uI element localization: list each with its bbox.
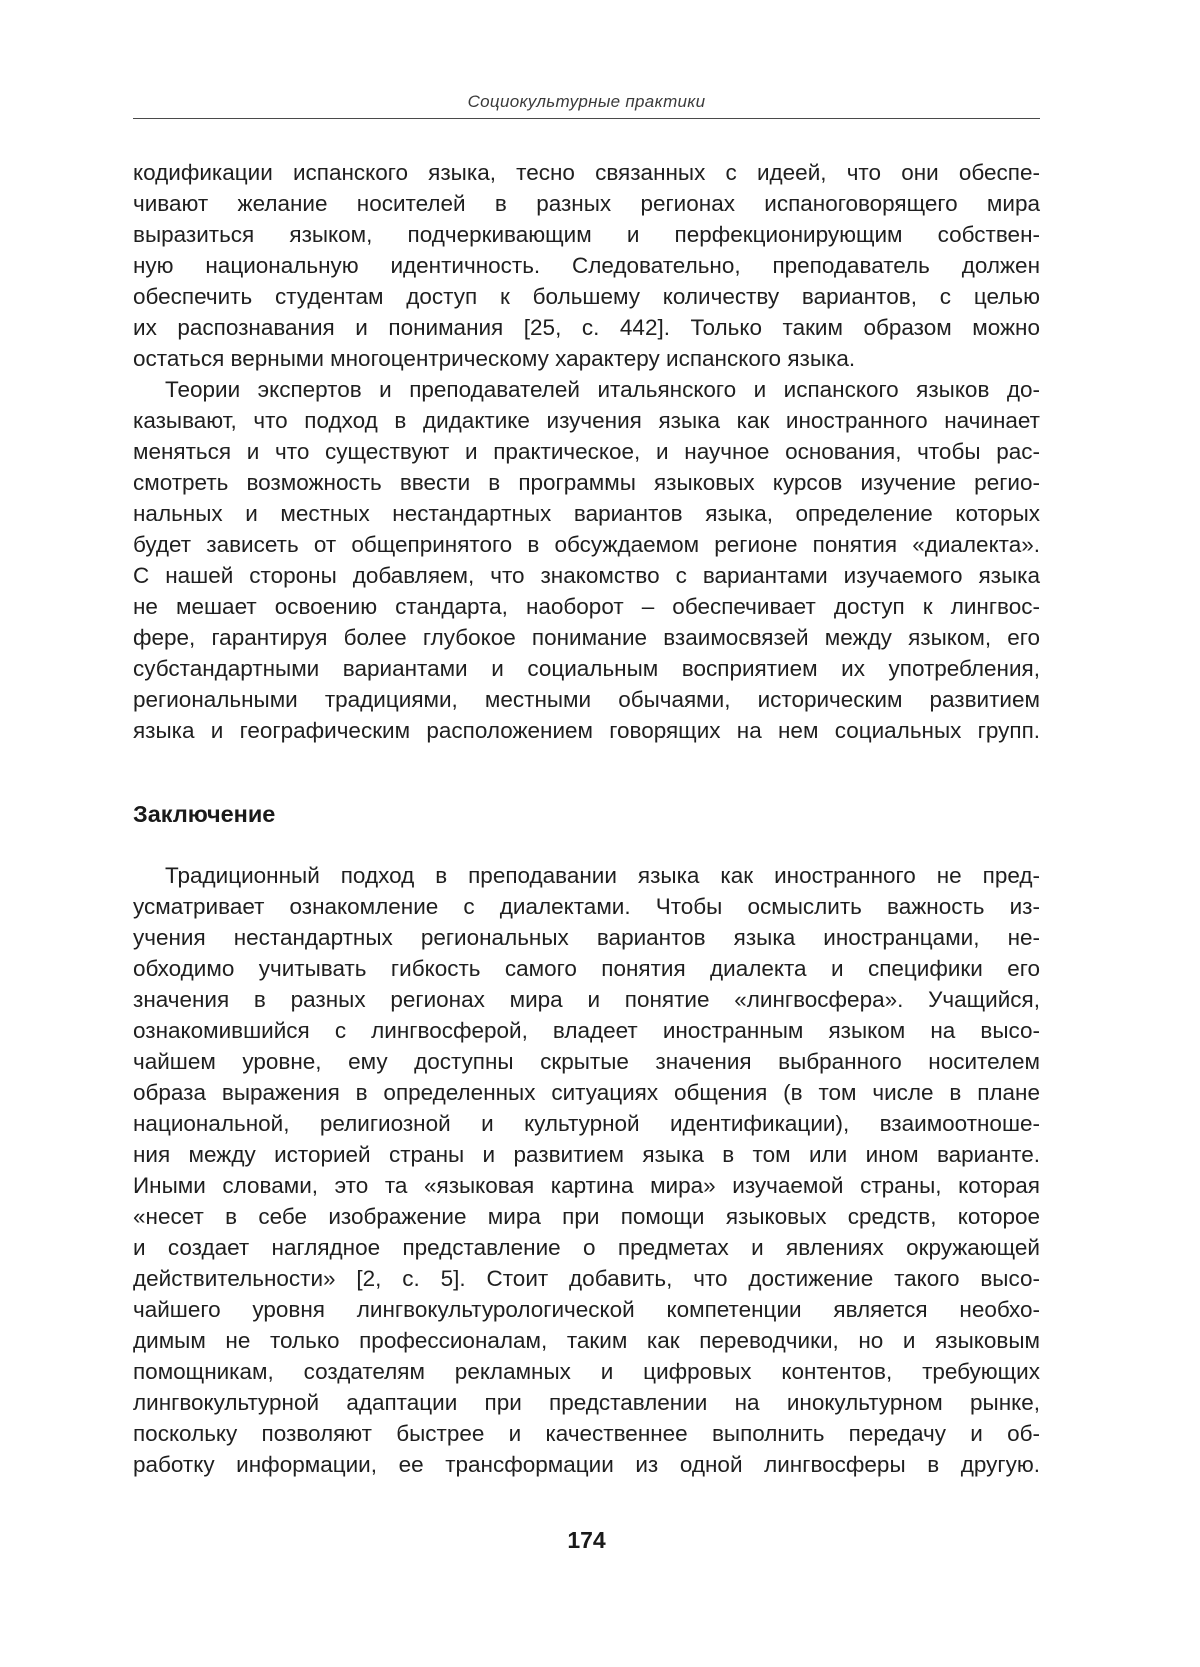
text-line: поскольку позволяют быстрее и качественнее выполнить передачу и об- — [133, 1421, 1040, 1446]
text-line: чивают желание носителей в разных регионах испаноговорящего мира — [133, 191, 1040, 216]
text-line: ознакомившийся с лингвосферой, владеет иностранным языком на высо- — [133, 1018, 1040, 1043]
text-line: субстандартными вариантами и социальным восприятием их употребления, — [133, 656, 1040, 681]
page-number: 174 — [567, 1527, 606, 1553]
text-line: лингвокультурной адаптации при представлении на инокультурном рынке, — [133, 1390, 1040, 1415]
text-line: С нашей стороны добавляем, что знакомство с вариантами изучаемого языка — [133, 563, 1040, 588]
text-line: смотреть возможность ввести в программы языковых курсов изучение регио- — [133, 470, 1040, 495]
text-line: чайшем уровне, ему доступны скрытые значения выбранного носителем — [133, 1049, 1040, 1074]
text-line: нальных и местных нестандартных вариантов языка, определение которых — [133, 501, 1040, 526]
text-line: фере, гарантируя более глубокое понимание взаимосвязей между языком, его — [133, 625, 1040, 650]
header-rule — [133, 118, 1040, 119]
text-line: димым не только профессионалам, таким как переводчики, но и языковым — [133, 1328, 1040, 1353]
text-line: их распознавания и понимания [25, с. 442]. Только таким образом можно — [133, 315, 1040, 340]
section-heading: Заключение — [133, 801, 276, 827]
text-line: «несет в себе изображение мира при помощи языковых средств, которое — [133, 1204, 1040, 1229]
text-line: Традиционный подход в преподавании языка как иностранного не пред- — [165, 863, 1040, 888]
text-line: усматривает ознакомление с диалектами. Чтобы осмыслить важность из- — [133, 894, 1040, 919]
text-line: национальной, религиозной и культурной идентификации), взаимоотноше- — [133, 1111, 1040, 1136]
text-line: региональными традициями, местными обычаями, историческим развитием — [133, 687, 1040, 712]
text-line: чайшего уровня лингвокультурологической компетенции является необхо- — [133, 1297, 1040, 1322]
text-line: действительности» [2, с. 5]. Стоит добавить, что достижение такого высо- — [133, 1266, 1040, 1291]
text-line: будет зависеть от общепринятого в обсуждаемом регионе понятия «диалекта». — [133, 532, 1040, 557]
text-line: кодификации испанского языка, тесно связанных с идеей, что они обеспе- — [133, 160, 1040, 185]
text-line: обходимо учитывать гибкость самого понятия диалекта и специфики его — [133, 956, 1040, 981]
text-line: остаться верными многоцентрическому характеру испанского языка. — [133, 346, 856, 371]
text-line: значения в разных регионах мира и понятие «лингвосфера». Учащийся, — [133, 987, 1040, 1012]
text-line: образа выражения в определенных ситуациях общения (в том числе в плане — [133, 1080, 1040, 1105]
text-line: ную национальную идентичность. Следовательно, преподаватель должен — [133, 253, 1040, 278]
text-line: выразиться языком, подчеркивающим и перфекционирующим собствен- — [133, 222, 1040, 247]
text-line: ния между историей страны и развитием языка в том или ином варианте. — [133, 1142, 1040, 1167]
text-line: меняться и что существуют и практическое, и научное основания, чтобы рас- — [133, 439, 1040, 464]
text-line: учения нестандартных региональных вариантов языка иностранцами, не- — [133, 925, 1040, 950]
running-header: Социокультурные практики — [467, 92, 706, 111]
text-line: Теории экспертов и преподавателей итальянского и испанского языков до- — [165, 377, 1040, 402]
text-line: языка и географическим расположением говорящих на нем социальных групп. — [133, 718, 1040, 743]
text-line: работку информации, ее трансформации из одной лингвосферы в другую. — [133, 1452, 1040, 1477]
text-line: Иными словами, это та «языковая картина мира» изучаемой страны, которая — [133, 1173, 1040, 1198]
text-line: помощникам, создателям рекламных и цифровых контентов, требующих — [133, 1359, 1040, 1384]
text-line: казывают, что подход в дидактике изучения языка как иностранного начинает — [133, 408, 1040, 433]
text-line: не мешает освоению стандарта, наоборот – обеспечивает доступ к лингвос- — [133, 594, 1040, 619]
text-line: обеспечить студентам доступ к большему количеству вариантов, с целью — [133, 284, 1040, 309]
text-line: и создает наглядное представление о предметах и явлениях окружающей — [133, 1235, 1040, 1260]
